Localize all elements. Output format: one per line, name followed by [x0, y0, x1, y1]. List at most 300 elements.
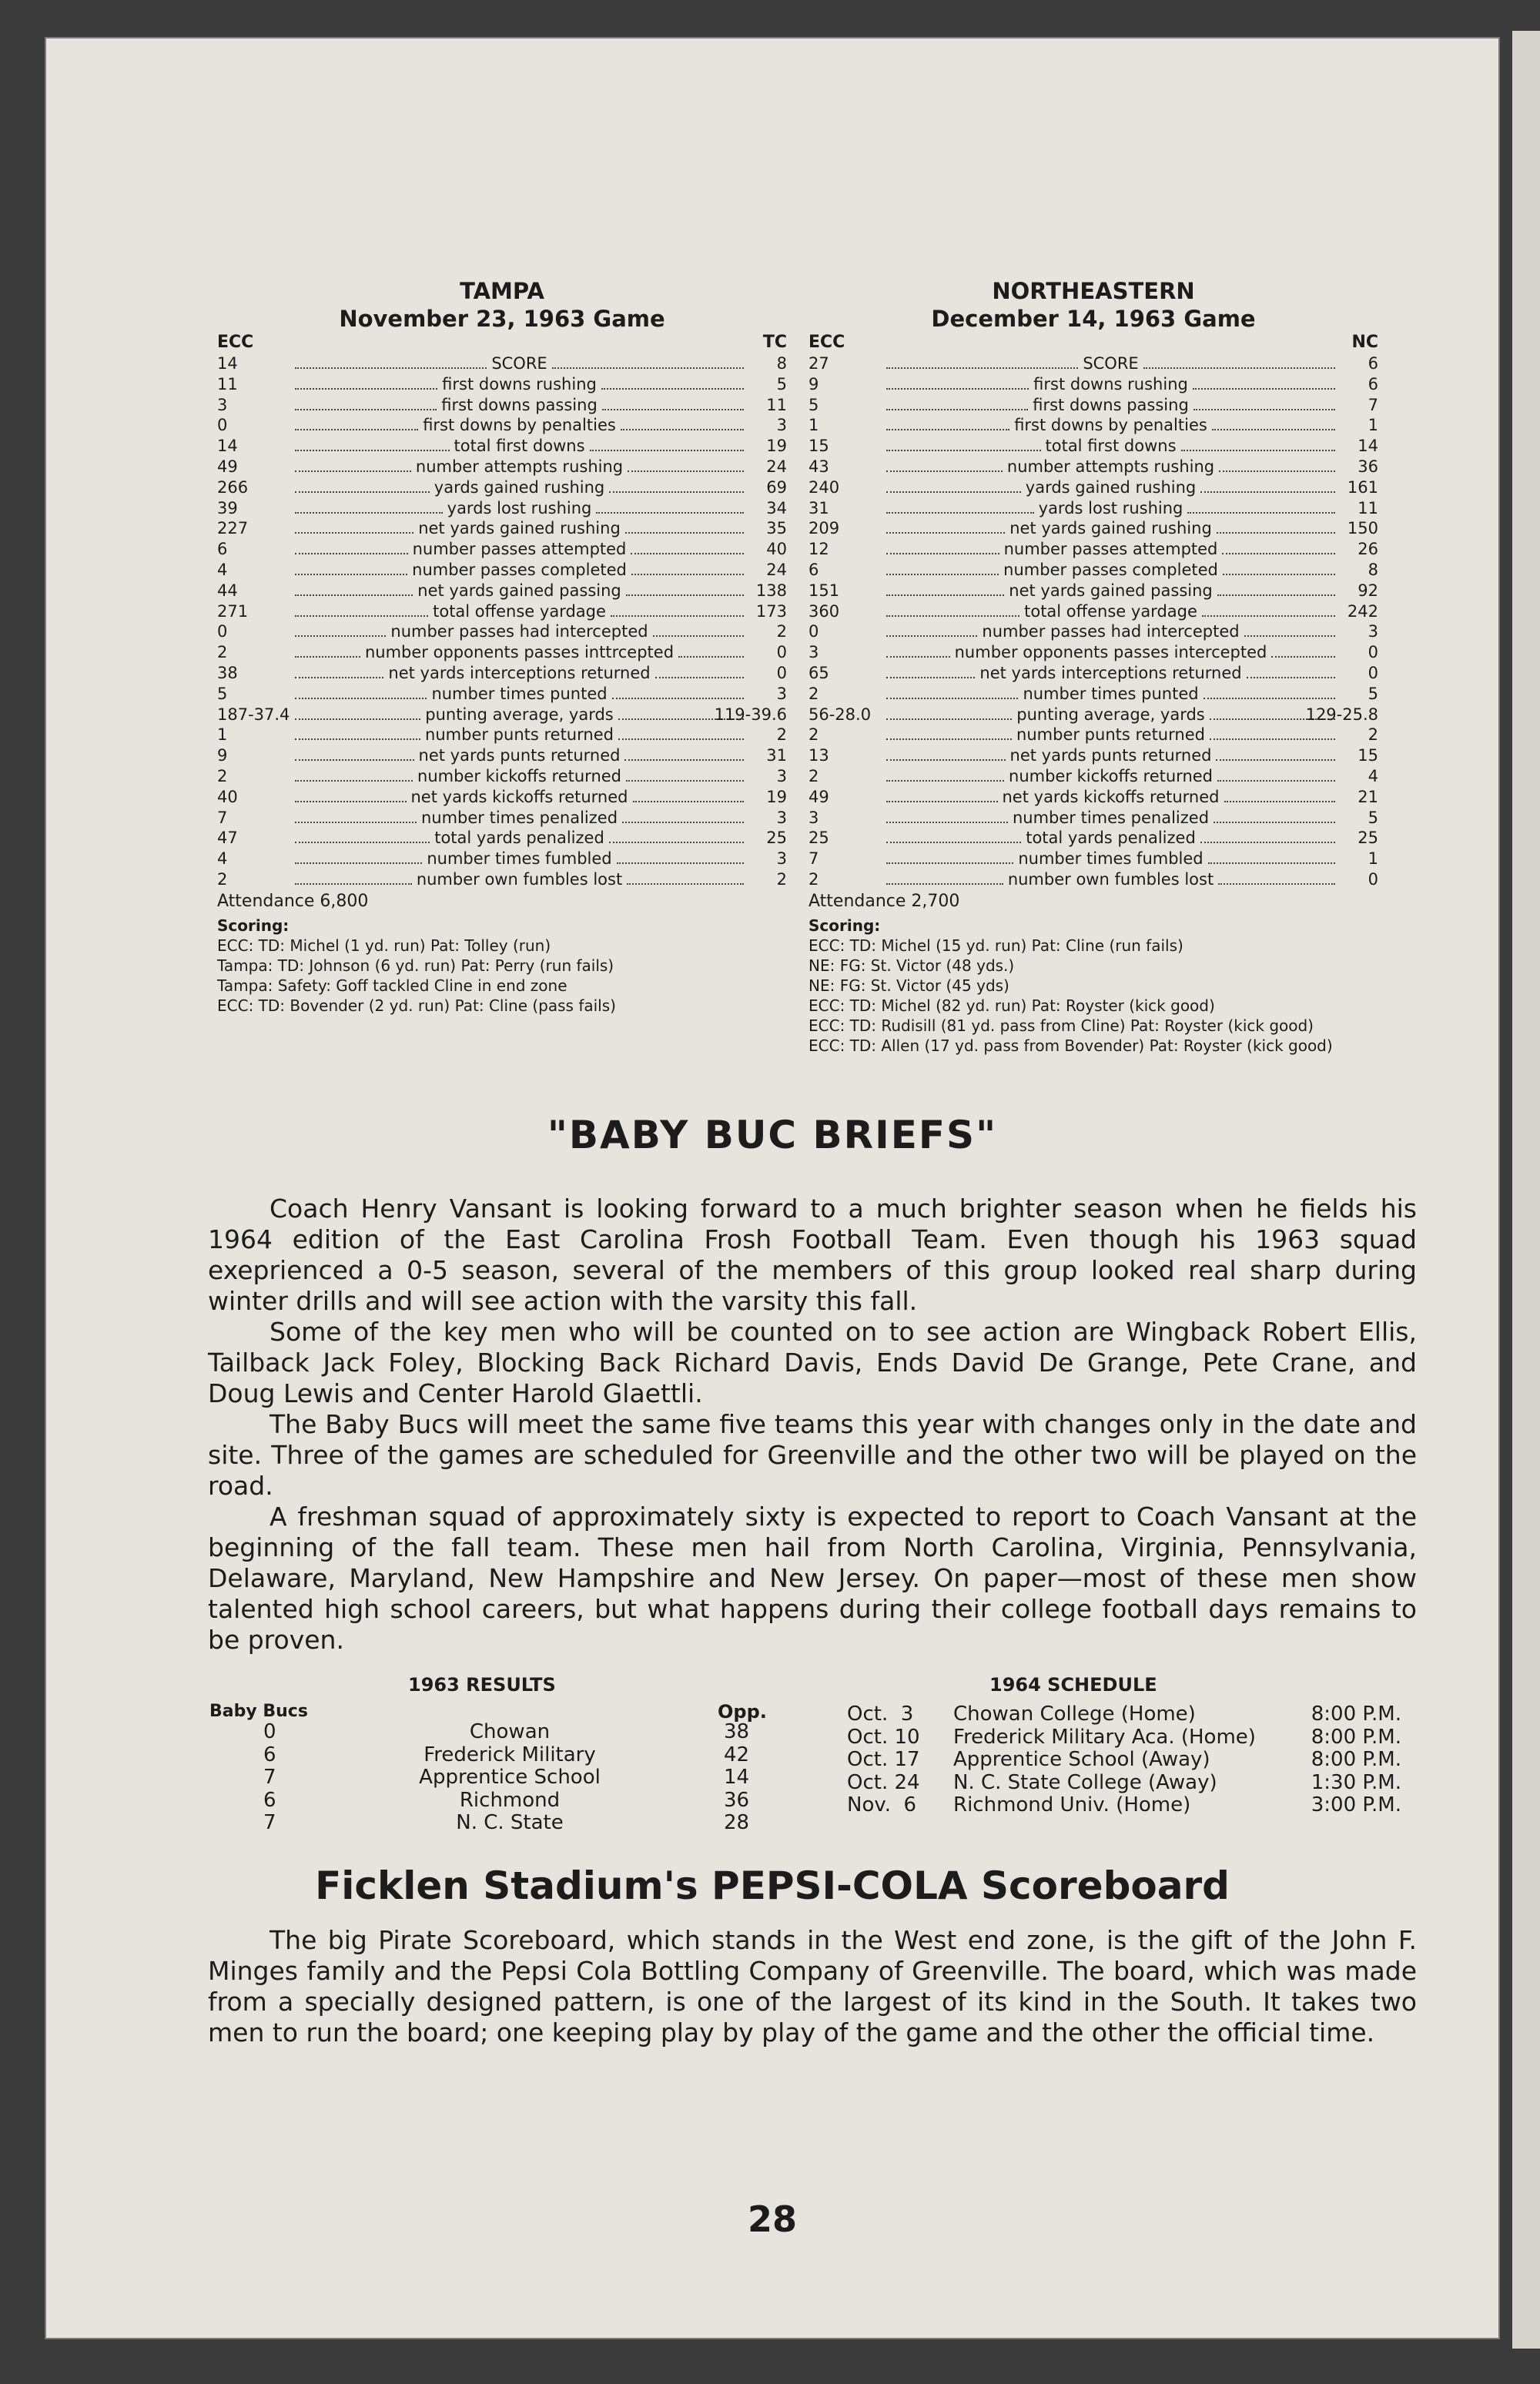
stat-label: number kickoffs returned	[1009, 766, 1213, 785]
opponent-value: 0	[776, 643, 787, 662]
next-page-edge	[1512, 31, 1540, 2349]
briefs-paragraph: Coach Henry Vansant is looking forward to a much brighter season when he fields his 1964 edition of the East Carolina Frosh Football Team. Even though his 1963 squad exeprienced a 0-5 season, several of the members of this group looked real sharp during winter drills and will see action with the varsity this fall.	[208, 1194, 1417, 1316]
stat-label-wrap	[882, 436, 1340, 457]
stat-row	[217, 457, 787, 477]
results-ecc-score: 6	[263, 1743, 276, 1766]
stat-label: number attempts rushing	[415, 457, 624, 476]
stat-row	[217, 477, 787, 498]
tampa-scoring-list	[217, 936, 787, 1016]
opponent-value: 92	[1358, 581, 1378, 600]
ecc-value: 2	[217, 869, 228, 889]
schedule-game: Apprentice School (Away)	[953, 1748, 1210, 1771]
ecc-value: 65	[808, 663, 829, 682]
stat-label: number punts returned	[425, 725, 614, 745]
results-left-header: Baby Bucs	[209, 1702, 308, 1721]
stat-row	[808, 766, 1378, 787]
scoreboard-paragraph: The big Pirate Scoreboard, which stands in the West end zone, is the gift of the John F. Minges family and the Pepsi Cola Bottling Company of Greenville. The board, which was made from a specially designed pattern, is one of the largest of its kind in the South. It takes two men to run the board; one keeping play by play of the game and the other the official time.	[208, 1925, 1417, 2047]
stat-label: first downs passing	[1033, 395, 1189, 414]
scoring-line: Tampa: TD: Johnson (6 yd. run) Pat: Perry (run fails)	[217, 956, 614, 975]
leader-dots	[295, 601, 428, 617]
stat-label: number times fumbled	[1018, 849, 1204, 869]
leader-dots	[602, 395, 744, 410]
leader-dots	[295, 353, 487, 369]
stat-label-wrap	[882, 642, 1340, 663]
stat-label: SCORE	[491, 354, 547, 373]
ecc-value: 2	[808, 766, 819, 785]
leader-dots	[295, 766, 413, 782]
stat-label-wrap	[290, 601, 748, 622]
leader-dots	[628, 457, 744, 472]
ecc-value: 31	[808, 498, 829, 517]
opponent-value: 2	[1368, 725, 1378, 745]
stat-label-wrap	[290, 560, 748, 581]
stat-row	[217, 725, 787, 745]
stat-label-wrap	[882, 518, 1340, 539]
stat-row	[808, 560, 1378, 581]
stat-label-wrap	[882, 457, 1340, 477]
leader-dots	[1208, 849, 1335, 864]
stat-label: net yards gained passing	[417, 581, 621, 600]
leader-dots	[596, 498, 744, 514]
stat-row	[808, 539, 1378, 560]
schedule-row	[801, 1772, 1417, 1795]
leader-dots	[295, 498, 443, 514]
stat-label-wrap	[290, 787, 748, 808]
stat-row	[808, 663, 1378, 684]
stat-label-wrap	[882, 828, 1340, 849]
stat-row	[808, 705, 1378, 725]
opponent-value: 3	[776, 684, 787, 703]
leader-dots	[886, 415, 1009, 430]
page-sheet	[45, 37, 1500, 2339]
leader-dots	[295, 869, 412, 885]
leader-dots	[886, 745, 1006, 761]
stat-label: total offense yardage	[1024, 601, 1197, 621]
stat-row	[217, 395, 787, 416]
leader-dots	[886, 828, 1021, 843]
stat-label-wrap	[882, 581, 1340, 601]
tampa-scoring-label: Scoring:	[217, 916, 290, 935]
ecc-value: 2	[217, 766, 228, 785]
stat-label-wrap	[290, 745, 748, 766]
opponent-value: 5	[1368, 808, 1378, 827]
stat-label-wrap	[882, 766, 1340, 787]
scoring-line: ECC: TD: Allen (17 yd. pass from Bovender) Pat: Royster (kick good)	[808, 1036, 1333, 1055]
stat-row	[217, 621, 787, 642]
opponent-value: 0	[776, 663, 787, 682]
leader-dots	[295, 477, 430, 493]
results-title: 1963 RESULTS	[408, 1674, 556, 1696]
stat-label-wrap	[290, 766, 748, 787]
stat-label-wrap	[290, 498, 748, 519]
opponent-value: 3	[1368, 622, 1378, 641]
schedule-time: 3:00 P.M.	[1311, 1793, 1401, 1816]
opponent-value: 24	[766, 560, 787, 579]
scoring-line: NE: FG: St. Victor (45 yds)	[808, 976, 1009, 995]
stat-row	[808, 621, 1378, 642]
results-ecc-score: 0	[263, 1720, 276, 1743]
leader-dots	[886, 808, 1008, 823]
stat-label: number own fumbles lost	[1007, 869, 1214, 889]
stat-label-wrap	[882, 415, 1340, 436]
leader-dots	[617, 849, 744, 864]
ecc-value: 2	[808, 684, 819, 703]
ecc-value: 15	[808, 437, 829, 456]
stat-row	[808, 869, 1378, 890]
ecc-value: 240	[808, 477, 840, 497]
stat-row	[217, 705, 787, 725]
stat-label: number times fumbled	[427, 849, 612, 869]
leader-dots	[886, 374, 1029, 390]
stat-label-wrap	[882, 560, 1340, 581]
leader-dots	[1217, 518, 1335, 534]
results-opp-score: 14	[724, 1766, 750, 1789]
leader-dots	[295, 395, 437, 410]
stat-label-wrap	[290, 436, 748, 457]
stat-label-wrap	[290, 725, 748, 745]
leader-dots	[886, 766, 1004, 782]
leader-dots	[886, 787, 998, 802]
leader-dots	[886, 849, 1013, 864]
leader-dots	[886, 581, 1004, 596]
leader-dots	[886, 601, 1019, 617]
opponent-value: 5	[776, 374, 787, 393]
stat-label: total offense yardage	[433, 601, 606, 621]
stat-label: first downs by penalties	[1014, 416, 1207, 435]
leader-dots	[1200, 828, 1335, 843]
leader-dots	[295, 457, 411, 472]
ecc-value: 1	[217, 725, 228, 745]
opponent-value: 69	[766, 477, 787, 497]
leader-dots	[1187, 498, 1335, 514]
briefs-paragraph: Some of the key men who will be counted on to see action are Wingback Robert Ellis, Tailback Jack Foley, Blocking Back Richard Davis, Ends David De Grange, Pete Crane, and Doug Lewis and Center Harold Glaettli.	[208, 1317, 1417, 1408]
northeastern-scoring	[808, 916, 1378, 1056]
opponent-value: 2	[776, 622, 787, 641]
ecc-value: 2	[808, 725, 819, 745]
ecc-value: 266	[217, 477, 249, 497]
stat-label: net yards interceptions returned	[388, 663, 651, 682]
ecc-value: 27	[808, 354, 829, 373]
scoreboard-text	[208, 1925, 1417, 2048]
ecc-value: 3	[808, 808, 819, 827]
stat-label-wrap	[882, 498, 1340, 519]
stat-label: number opponents passes inttrcepted	[364, 643, 675, 662]
opponent-value: 173	[755, 601, 787, 621]
leader-dots	[886, 353, 1078, 369]
leader-dots	[295, 518, 413, 534]
opponent-value: 25	[766, 829, 787, 848]
stat-label-wrap	[882, 808, 1340, 829]
leader-dots	[1214, 808, 1335, 823]
leader-dots	[1247, 663, 1335, 678]
opponent-value: 0	[1368, 869, 1378, 889]
opponent-value: 6	[1368, 374, 1378, 393]
results-opponent: Richmond	[459, 1788, 561, 1812]
scoring-line: Tampa: Safety: Goff tackled Cline in end zone	[217, 976, 567, 995]
stat-label: net yards gained rushing	[418, 519, 621, 538]
tampa-title: TAMPA	[460, 278, 544, 304]
stat-label-wrap	[290, 395, 748, 416]
leader-dots	[552, 353, 744, 369]
leader-dots	[295, 539, 408, 554]
stat-row	[808, 849, 1378, 869]
schedule-time: 8:00 P.M.	[1311, 1703, 1401, 1726]
stat-label: punting average, yards	[425, 705, 614, 724]
stat-row	[808, 353, 1378, 374]
schedule-time: 8:00 P.M.	[1311, 1748, 1401, 1771]
leader-dots	[295, 745, 414, 761]
ecc-value: 25	[808, 829, 829, 848]
leader-dots	[295, 787, 407, 802]
ecc-value: 9	[808, 374, 819, 393]
leader-dots	[295, 642, 360, 658]
ecc-value: 3	[217, 395, 228, 414]
opponent-value: 2	[776, 869, 787, 889]
stat-row	[808, 518, 1378, 539]
leader-dots	[1222, 539, 1335, 554]
opponent-value: 35	[766, 519, 787, 538]
leader-dots	[295, 828, 430, 843]
leader-dots	[886, 518, 1005, 534]
opponent-value: 34	[766, 498, 787, 517]
stat-label-wrap	[290, 849, 748, 869]
stat-row	[217, 828, 787, 849]
stat-label-wrap	[290, 705, 748, 725]
results-ecc-score: 7	[263, 1811, 276, 1834]
leader-dots	[590, 436, 745, 451]
opponent-value: 26	[1358, 540, 1378, 559]
stat-label: number own fumbles lost	[416, 869, 623, 889]
stat-label: net yards kickoffs returned	[1002, 787, 1220, 806]
stat-label-wrap	[290, 642, 748, 663]
stat-label-wrap	[882, 539, 1340, 560]
results-opp-score: 42	[724, 1743, 750, 1766]
ecc-value: 209	[808, 519, 840, 538]
northeastern-column-headers	[808, 333, 1378, 353]
leader-dots	[601, 374, 744, 390]
tampa-subtitle: November 23, 1963 Game	[339, 306, 665, 332]
leader-dots	[1194, 395, 1335, 410]
stat-label: number kickoffs returned	[417, 766, 621, 785]
opponent-value: 36	[1358, 457, 1378, 476]
stat-label-wrap	[290, 828, 748, 849]
stat-label-wrap	[882, 869, 1340, 890]
opponent-value: 3	[776, 849, 787, 869]
stat-row	[217, 353, 787, 374]
stat-label-wrap	[290, 518, 748, 539]
leader-dots	[612, 684, 744, 699]
opponent-value: 6	[1368, 354, 1378, 373]
stat-label: number punts returned	[1016, 725, 1205, 745]
ecc-value: 56-28.0	[808, 705, 872, 724]
schedule-date: Oct. 17	[847, 1748, 920, 1771]
ecc-value: 5	[808, 395, 819, 414]
stat-label-wrap	[290, 869, 748, 890]
scoring-line: ECC: TD: Michel (15 yd. run) Pat: Cline (run fails)	[808, 936, 1183, 955]
leader-dots	[886, 498, 1034, 514]
leader-dots	[1210, 725, 1335, 740]
stat-row	[808, 601, 1378, 622]
leader-dots	[1216, 745, 1335, 761]
stat-label-wrap	[882, 684, 1340, 705]
ecc-value: 271	[217, 601, 249, 621]
stat-label-wrap	[882, 621, 1340, 642]
opponent-value: 119-39.6	[714, 705, 787, 724]
opponent-value: 25	[1358, 829, 1378, 848]
leader-dots	[622, 808, 744, 823]
ecc-value: 39	[217, 498, 238, 517]
leader-dots	[1202, 601, 1335, 617]
opponent-value: 242	[1347, 601, 1378, 621]
leader-dots	[295, 849, 422, 864]
stat-label: first downs passing	[441, 395, 598, 414]
stat-label-wrap	[290, 808, 748, 829]
tampa-stat-rows	[217, 353, 787, 890]
schedule-date: Oct. 10	[847, 1725, 920, 1749]
stat-label: yards gained rushing	[434, 477, 605, 497]
ecc-value: 0	[217, 416, 228, 435]
stat-label-wrap	[290, 621, 748, 642]
stat-label: number passes completed	[412, 560, 627, 579]
opponent-value: 40	[766, 540, 787, 559]
stat-label-wrap	[882, 663, 1340, 684]
ecc-value: 14	[217, 354, 238, 373]
stat-row	[217, 663, 787, 684]
opponent-value: 8	[1368, 560, 1378, 579]
tampa-attendance: Attendance 6,800	[217, 891, 369, 911]
leader-dots	[1143, 353, 1335, 369]
stat-label: number times penalized	[1012, 808, 1210, 827]
stat-label: yards gained rushing	[1025, 477, 1197, 497]
stat-label: first downs rushing	[1033, 374, 1188, 393]
tampa-column-headers	[217, 333, 787, 353]
leader-dots	[1193, 374, 1335, 390]
leader-dots	[633, 787, 745, 802]
stat-row	[217, 642, 787, 663]
leader-dots	[295, 663, 383, 678]
stat-label: net yards interceptions returned	[979, 663, 1242, 682]
scoring-line: ECC: TD: Bovender (2 yd. run) Pat: Cline (pass fails)	[217, 996, 616, 1015]
stat-row	[217, 787, 787, 808]
stat-label: number attempts rushing	[1006, 457, 1215, 476]
stat-label-wrap	[290, 684, 748, 705]
leader-dots	[1218, 869, 1335, 885]
ecc-value: 12	[808, 540, 829, 559]
ecc-value: 14	[217, 437, 238, 456]
stat-row	[808, 581, 1378, 601]
stat-label-wrap	[290, 415, 748, 436]
ecc-value: 44	[217, 581, 238, 600]
results-table	[209, 1700, 825, 1885]
leader-dots	[886, 705, 1012, 720]
leader-dots	[1217, 581, 1335, 596]
leader-dots	[655, 663, 744, 678]
leader-dots	[625, 518, 744, 534]
stat-label: total yards penalized	[434, 829, 604, 848]
schedule-title: 1964 SCHEDULE	[989, 1674, 1157, 1696]
opponent-value: 5	[1368, 684, 1378, 703]
stat-row	[808, 498, 1378, 519]
opponent-value: 138	[755, 581, 787, 600]
leader-dots	[1271, 642, 1335, 658]
stat-row	[217, 560, 787, 581]
results-ecc-score: 6	[263, 1788, 276, 1812]
stat-label: number passes attempted	[1003, 540, 1218, 559]
stat-label-wrap	[290, 374, 748, 395]
leader-dots	[295, 725, 420, 740]
ecc-value: 3	[808, 643, 819, 662]
opponent-value: 2	[776, 725, 787, 745]
leader-dots	[653, 621, 744, 637]
schedule-table	[801, 1703, 1417, 1817]
stat-row	[808, 828, 1378, 849]
opponent-value: 14	[1358, 437, 1378, 456]
ecc-value: 6	[808, 560, 819, 579]
stat-label: net yards gained passing	[1009, 581, 1213, 600]
opponent-value: 19	[766, 787, 787, 806]
ecc-value: 43	[808, 457, 829, 476]
stat-row	[808, 374, 1378, 395]
opponent-value: 1	[1368, 416, 1378, 435]
opponent-value: 129-25.8	[1305, 705, 1378, 724]
stat-label-wrap	[882, 395, 1340, 416]
stat-label-wrap	[290, 353, 748, 374]
leader-dots	[1217, 766, 1335, 782]
ecc-value: 360	[808, 601, 840, 621]
leader-dots	[295, 436, 450, 451]
stat-row	[808, 745, 1378, 766]
results-ecc-score: 7	[263, 1766, 276, 1789]
stat-row	[217, 436, 787, 457]
stat-row	[808, 395, 1378, 416]
leader-dots	[295, 581, 413, 596]
ecc-value: 9	[217, 746, 228, 765]
leader-dots	[609, 828, 744, 843]
northeastern-stat-rows	[808, 353, 1378, 890]
ecc-value: 4	[217, 849, 228, 869]
scoring-line: ECC: TD: Michel (82 yd. run) Pat: Royster (kick good)	[808, 996, 1215, 1015]
stat-row	[808, 787, 1378, 808]
ecc-value: 49	[217, 457, 238, 476]
leader-dots	[1212, 415, 1335, 430]
stat-row	[217, 415, 787, 436]
results-opponent: Apprentice School	[419, 1766, 601, 1789]
leader-dots	[1224, 787, 1336, 802]
stat-row	[217, 539, 787, 560]
leader-dots	[886, 663, 975, 678]
stat-row	[217, 374, 787, 395]
schedule-game: Richmond Univ. (Home)	[953, 1793, 1191, 1816]
stat-label: number times punted	[431, 684, 608, 703]
opponent-value: 3	[776, 766, 787, 785]
tampa-right-team: TC	[762, 333, 787, 352]
stat-row	[217, 601, 787, 622]
stat-label-wrap	[882, 745, 1340, 766]
stat-label-wrap	[882, 787, 1340, 808]
scoreboard-title: Ficklen Stadium's PEPSI-COLA Scoreboard	[315, 1863, 1230, 1908]
results-right-header: Opp.	[718, 1701, 767, 1723]
stat-label: net yards gained rushing	[1009, 519, 1212, 538]
stat-row	[217, 869, 787, 890]
ecc-value: 4	[217, 560, 228, 579]
ecc-value: 49	[808, 787, 829, 806]
leader-dots	[886, 621, 977, 637]
leader-dots	[609, 477, 744, 493]
leader-dots	[626, 581, 744, 596]
stat-label: total yards penalized	[1026, 829, 1196, 848]
schedule-row	[801, 1794, 1417, 1817]
leader-dots	[626, 766, 744, 782]
